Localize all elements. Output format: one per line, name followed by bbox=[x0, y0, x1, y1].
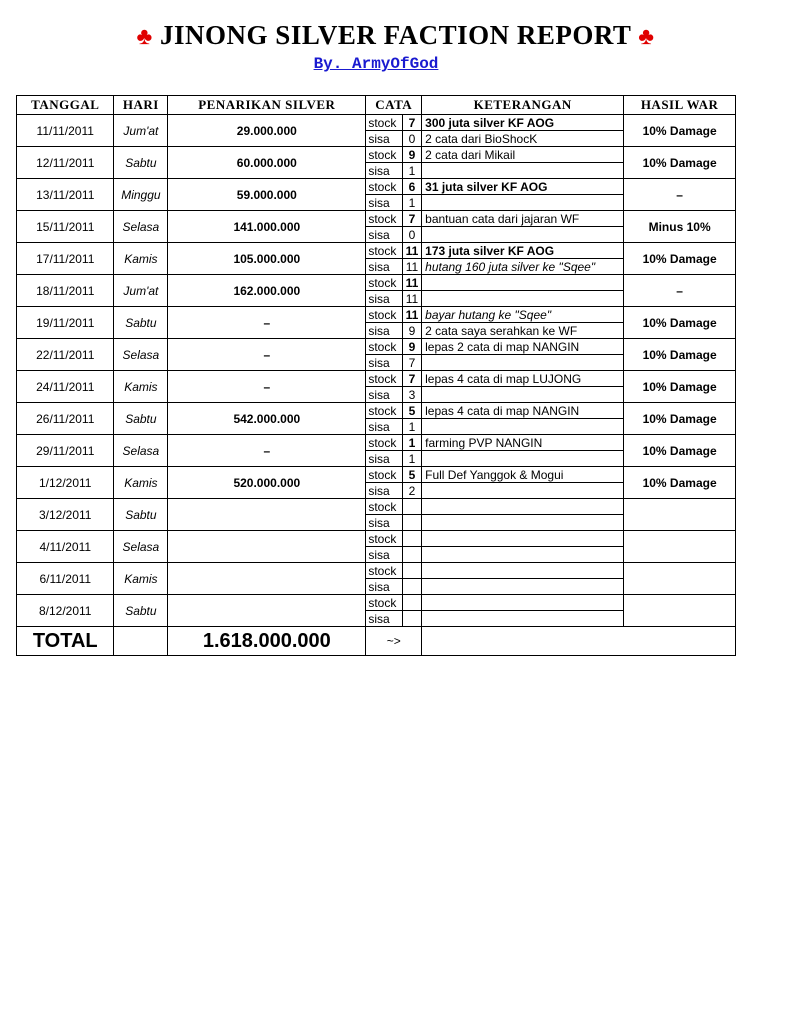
note-stock-cell: farming PVP NANGIN bbox=[422, 435, 624, 451]
date-cell: 4/11/2011 bbox=[17, 531, 114, 563]
table-row bbox=[17, 179, 736, 195]
note-stock-cell: 31 juta silver KF AOG bbox=[422, 179, 624, 195]
sisa-label: sisa bbox=[366, 579, 403, 595]
day-cell: Selasa bbox=[114, 531, 168, 563]
note-sisa-cell bbox=[422, 291, 624, 307]
date-cell: 1/12/2011 bbox=[17, 467, 114, 499]
day-cell: Jum'at bbox=[114, 275, 168, 307]
date-cell: 18/11/2011 bbox=[17, 275, 114, 307]
stock-value bbox=[402, 595, 421, 611]
day-cell: Selasa bbox=[114, 435, 168, 467]
date-cell: 8/12/2011 bbox=[17, 595, 114, 627]
note-sisa-cell: hutang 160 juta silver ke "Sqee" bbox=[422, 259, 624, 275]
col-header-keterangan: KETERANGAN bbox=[422, 96, 624, 115]
stock-value: 9 bbox=[402, 339, 421, 355]
table-row bbox=[17, 275, 736, 291]
sisa-value bbox=[402, 515, 421, 531]
date-cell: 3/12/2011 bbox=[17, 499, 114, 531]
amount-cell: – bbox=[168, 371, 366, 403]
day-cell: Sabtu bbox=[114, 403, 168, 435]
result-cell: 10% Damage bbox=[624, 307, 736, 339]
stock-value: 5 bbox=[402, 467, 421, 483]
sisa-value bbox=[402, 579, 421, 595]
day-cell: Selasa bbox=[114, 339, 168, 371]
day-cell: Kamis bbox=[114, 243, 168, 275]
stock-label: stock bbox=[366, 467, 403, 483]
sisa-value: 7 bbox=[402, 355, 421, 371]
amount-cell: 105.000.000 bbox=[168, 243, 366, 275]
stock-label: stock bbox=[366, 595, 403, 611]
date-cell: 24/11/2011 bbox=[17, 371, 114, 403]
sisa-label: sisa bbox=[366, 131, 403, 147]
stock-label: stock bbox=[366, 307, 403, 323]
sisa-label: sisa bbox=[366, 163, 403, 179]
table-row bbox=[17, 499, 736, 515]
date-cell: 19/11/2011 bbox=[17, 307, 114, 339]
note-sisa-cell bbox=[422, 195, 624, 211]
amount-cell: 141.000.000 bbox=[168, 211, 366, 243]
sisa-value: 1 bbox=[402, 163, 421, 179]
note-sisa-cell bbox=[422, 355, 624, 371]
note-stock-cell: bayar hutang ke "Sqee" bbox=[422, 307, 624, 323]
sisa-value: 0 bbox=[402, 131, 421, 147]
total-amount: 1.618.000.000 bbox=[168, 627, 366, 656]
stock-label: stock bbox=[366, 499, 403, 515]
stock-value: 9 bbox=[402, 147, 421, 163]
total-spacer bbox=[114, 627, 168, 656]
club-suit-icon: ♣ bbox=[638, 24, 655, 50]
report-body bbox=[17, 115, 736, 627]
sisa-value: 11 bbox=[402, 291, 421, 307]
note-stock-cell: 173 juta silver KF AOG bbox=[422, 243, 624, 259]
amount-cell bbox=[168, 531, 366, 563]
note-sisa-cell bbox=[422, 515, 624, 531]
sisa-label: sisa bbox=[366, 291, 403, 307]
stock-value: 11 bbox=[402, 307, 421, 323]
club-suit-icon: ♣ bbox=[136, 24, 153, 50]
result-cell: 10% Damage bbox=[624, 403, 736, 435]
stock-label: stock bbox=[366, 115, 403, 131]
total-row bbox=[17, 627, 736, 656]
stock-label: stock bbox=[366, 435, 403, 451]
sisa-value: 11 bbox=[402, 259, 421, 275]
stock-label: stock bbox=[366, 243, 403, 259]
amount-cell: 542.000.000 bbox=[168, 403, 366, 435]
sisa-label: sisa bbox=[366, 451, 403, 467]
note-stock-cell: lepas 4 cata di map LUJONG bbox=[422, 371, 624, 387]
report-title-text: JINONG SILVER FACTION REPORT bbox=[160, 20, 631, 50]
table-row bbox=[17, 371, 736, 387]
date-cell: 11/11/2011 bbox=[17, 115, 114, 147]
result-cell bbox=[624, 563, 736, 595]
result-cell: 10% Damage bbox=[624, 243, 736, 275]
result-cell: – bbox=[624, 275, 736, 307]
stock-value: 11 bbox=[402, 243, 421, 259]
amount-cell bbox=[168, 499, 366, 531]
result-cell: 10% Damage bbox=[624, 339, 736, 371]
stock-value bbox=[402, 531, 421, 547]
result-cell bbox=[624, 499, 736, 531]
amount-cell: – bbox=[168, 307, 366, 339]
col-header-hari: HARI bbox=[114, 96, 168, 115]
day-cell: Selasa bbox=[114, 211, 168, 243]
amount-cell: 60.000.000 bbox=[168, 147, 366, 179]
note-stock-cell bbox=[422, 499, 624, 515]
sisa-value: 3 bbox=[402, 387, 421, 403]
note-sisa-cell bbox=[422, 163, 624, 179]
result-cell: 10% Damage bbox=[624, 467, 736, 499]
date-cell: 13/11/2011 bbox=[17, 179, 114, 211]
day-cell: Sabtu bbox=[114, 595, 168, 627]
col-header-tanggal: TANGGAL bbox=[17, 96, 114, 115]
amount-cell: – bbox=[168, 435, 366, 467]
note-sisa-cell: 2 cata saya serahkan ke WF bbox=[422, 323, 624, 339]
day-cell: Sabtu bbox=[114, 307, 168, 339]
sisa-label: sisa bbox=[366, 483, 403, 499]
stock-label: stock bbox=[366, 179, 403, 195]
result-cell: – bbox=[624, 179, 736, 211]
total-blank bbox=[422, 627, 736, 656]
sisa-value: 2 bbox=[402, 483, 421, 499]
stock-label: stock bbox=[366, 371, 403, 387]
note-stock-cell: 300 juta silver KF AOG bbox=[422, 115, 624, 131]
stock-value: 7 bbox=[402, 115, 421, 131]
amount-cell: 29.000.000 bbox=[168, 115, 366, 147]
note-sisa-cell bbox=[422, 579, 624, 595]
note-stock-cell: lepas 2 cata di map NANGIN bbox=[422, 339, 624, 355]
table-row bbox=[17, 307, 736, 323]
day-cell: Kamis bbox=[114, 563, 168, 595]
stock-value: 6 bbox=[402, 179, 421, 195]
stock-value: 1 bbox=[402, 435, 421, 451]
note-stock-cell: lepas 4 cata di map NANGIN bbox=[422, 403, 624, 419]
table-row bbox=[17, 211, 736, 227]
total-label: TOTAL bbox=[17, 627, 114, 656]
total-arrow: ~> bbox=[366, 627, 422, 656]
sisa-value bbox=[402, 611, 421, 627]
date-cell: 12/11/2011 bbox=[17, 147, 114, 179]
date-cell: 29/11/2011 bbox=[17, 435, 114, 467]
note-stock-cell bbox=[422, 275, 624, 291]
sisa-label: sisa bbox=[366, 419, 403, 435]
amount-cell: – bbox=[168, 339, 366, 371]
table-row bbox=[17, 467, 736, 483]
note-stock-cell: Full Def Yanggok & Mogui bbox=[422, 467, 624, 483]
note-sisa-cell bbox=[422, 483, 624, 499]
stock-label: stock bbox=[366, 275, 403, 291]
sisa-value: 1 bbox=[402, 195, 421, 211]
sisa-label: sisa bbox=[366, 611, 403, 627]
day-cell: Jum'at bbox=[114, 115, 168, 147]
stock-label: stock bbox=[366, 531, 403, 547]
result-cell: 10% Damage bbox=[624, 435, 736, 467]
sisa-label: sisa bbox=[366, 259, 403, 275]
sisa-value: 0 bbox=[402, 227, 421, 243]
col-header-penarikan: PENARIKAN SILVER bbox=[168, 96, 366, 115]
amount-cell: 520.000.000 bbox=[168, 467, 366, 499]
amount-cell bbox=[168, 595, 366, 627]
report-title bbox=[0, 20, 791, 51]
sisa-value: 9 bbox=[402, 323, 421, 339]
note-sisa-cell bbox=[422, 387, 624, 403]
result-cell: 10% Damage bbox=[624, 115, 736, 147]
sisa-label: sisa bbox=[366, 387, 403, 403]
note-stock-cell bbox=[422, 531, 624, 547]
table-row bbox=[17, 115, 736, 131]
note-sisa-cell: 2 cata dari BioShocK bbox=[422, 131, 624, 147]
sisa-value: 1 bbox=[402, 419, 421, 435]
date-cell: 22/11/2011 bbox=[17, 339, 114, 371]
result-cell: 10% Damage bbox=[624, 371, 736, 403]
table-row bbox=[17, 595, 736, 611]
date-cell: 15/11/2011 bbox=[17, 211, 114, 243]
day-cell: Sabtu bbox=[114, 147, 168, 179]
sisa-label: sisa bbox=[366, 195, 403, 211]
note-sisa-cell bbox=[422, 611, 624, 627]
sisa-label: sisa bbox=[366, 515, 403, 531]
sisa-label: sisa bbox=[366, 227, 403, 243]
faction-report-table bbox=[16, 95, 736, 656]
note-stock-cell: bantuan cata dari jajaran WF bbox=[422, 211, 624, 227]
sisa-label: sisa bbox=[366, 547, 403, 563]
day-cell: Kamis bbox=[114, 371, 168, 403]
col-header-cata: CATA bbox=[366, 96, 422, 115]
col-header-hasil-war: HASIL WAR bbox=[624, 96, 736, 115]
note-stock-cell bbox=[422, 595, 624, 611]
note-stock-cell: 2 cata dari Mikail bbox=[422, 147, 624, 163]
result-cell bbox=[624, 531, 736, 563]
note-stock-cell bbox=[422, 563, 624, 579]
table-row bbox=[17, 531, 736, 547]
header-row bbox=[17, 96, 736, 115]
stock-value: 11 bbox=[402, 275, 421, 291]
day-cell: Kamis bbox=[114, 467, 168, 499]
stock-value bbox=[402, 563, 421, 579]
table-row bbox=[17, 243, 736, 259]
stock-value bbox=[402, 499, 421, 515]
table-row bbox=[17, 147, 736, 163]
amount-cell: 162.000.000 bbox=[168, 275, 366, 307]
table-row bbox=[17, 403, 736, 419]
amount-cell bbox=[168, 563, 366, 595]
table-row bbox=[17, 435, 736, 451]
date-cell: 17/11/2011 bbox=[17, 243, 114, 275]
amount-cell: 59.000.000 bbox=[168, 179, 366, 211]
stock-value: 7 bbox=[402, 211, 421, 227]
sisa-label: sisa bbox=[366, 355, 403, 371]
sisa-label: sisa bbox=[366, 323, 403, 339]
stock-label: stock bbox=[366, 339, 403, 355]
result-cell bbox=[624, 595, 736, 627]
table-row bbox=[17, 339, 736, 355]
stock-label: stock bbox=[366, 563, 403, 579]
stock-value: 7 bbox=[402, 371, 421, 387]
note-sisa-cell bbox=[422, 547, 624, 563]
note-sisa-cell bbox=[422, 227, 624, 243]
result-cell: 10% Damage bbox=[624, 147, 736, 179]
table-row bbox=[17, 563, 736, 579]
note-sisa-cell bbox=[422, 419, 624, 435]
sisa-value: 1 bbox=[402, 451, 421, 467]
stock-value: 5 bbox=[402, 403, 421, 419]
day-cell: Minggu bbox=[114, 179, 168, 211]
stock-label: stock bbox=[366, 211, 403, 227]
stock-label: stock bbox=[366, 147, 403, 163]
author-link[interactable]: By. ArmyOfGod bbox=[313, 55, 439, 73]
result-cell: Minus 10% bbox=[624, 211, 736, 243]
date-cell: 6/11/2011 bbox=[17, 563, 114, 595]
date-cell: 26/11/2011 bbox=[17, 403, 114, 435]
day-cell: Sabtu bbox=[114, 499, 168, 531]
sisa-value bbox=[402, 547, 421, 563]
note-sisa-cell bbox=[422, 451, 624, 467]
stock-label: stock bbox=[366, 403, 403, 419]
